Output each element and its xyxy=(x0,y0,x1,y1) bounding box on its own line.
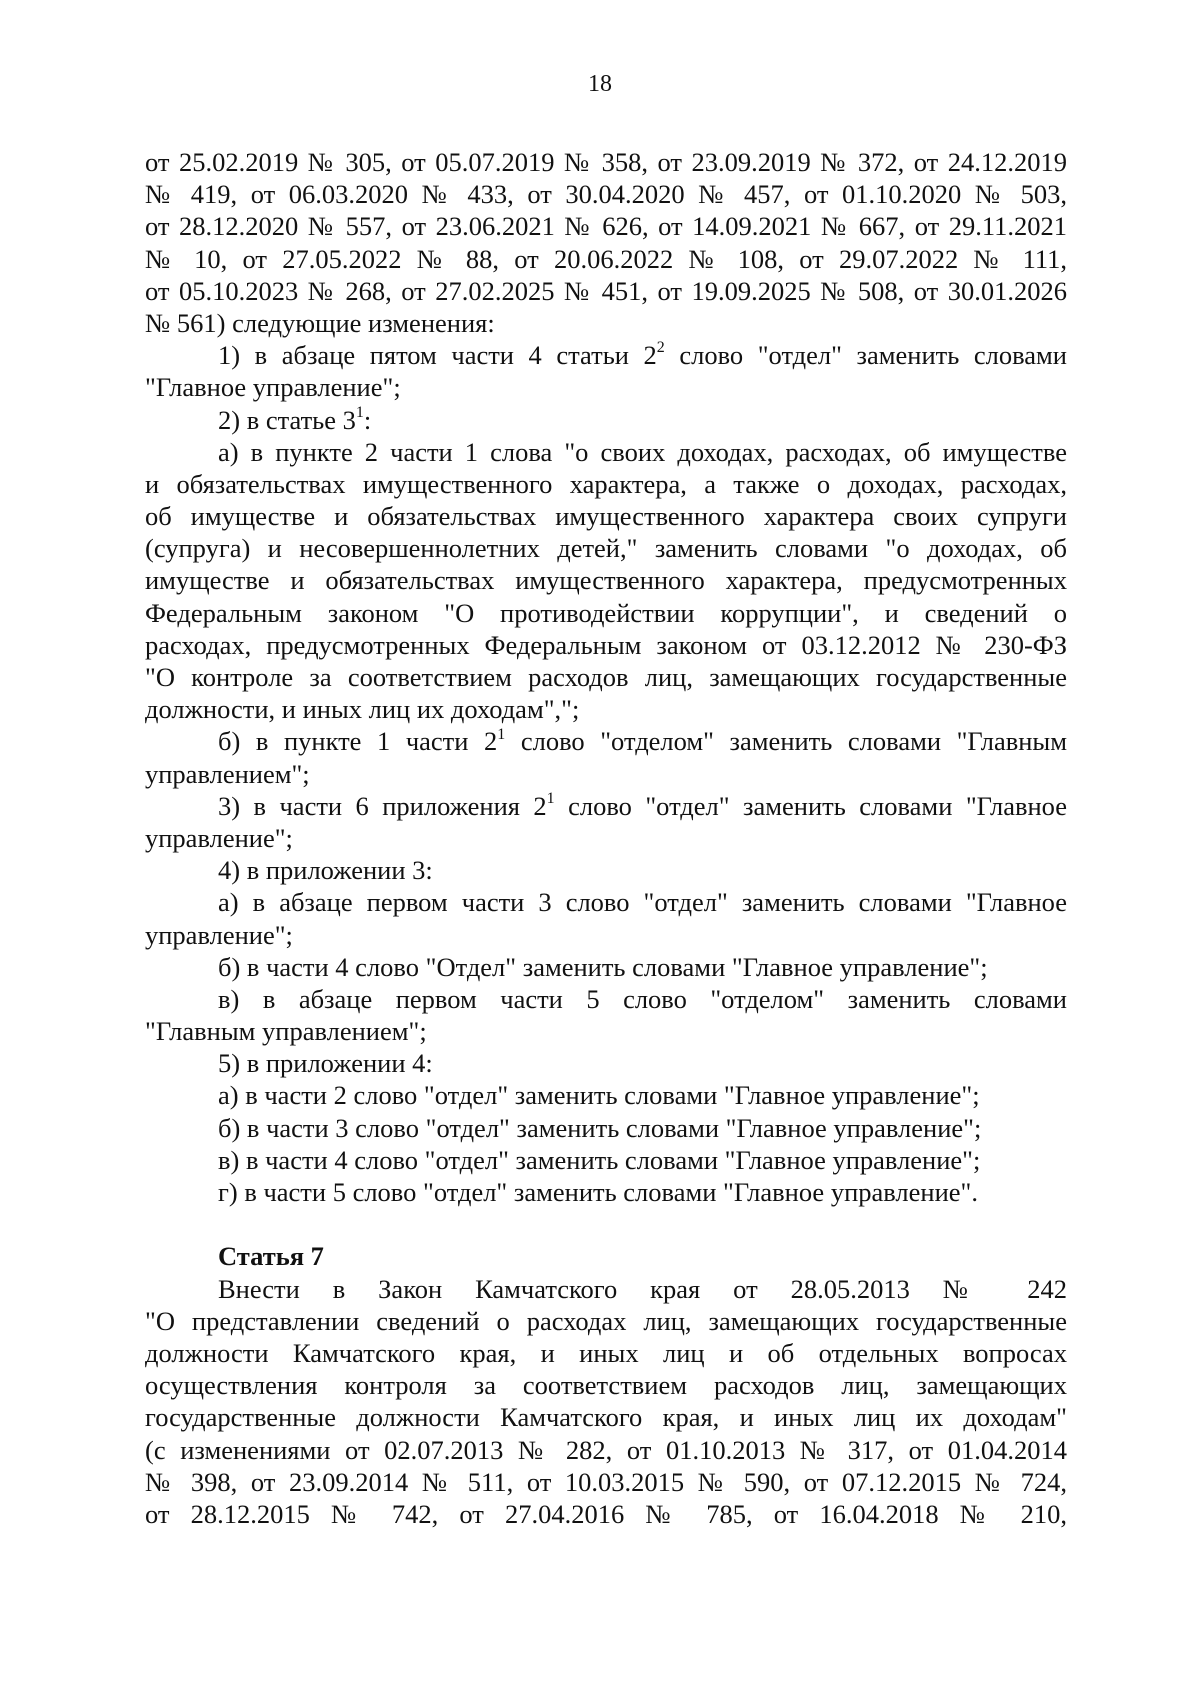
text-line: б) в пункте 1 части $2^1$ слово "отделом" заменить словами "Главным xyxy=(218,725,1068,757)
text-line: от 28.12.2020 № 557, от 23.06.2021 № 626, от 14.09.2021 № 667, от 29.11.2021 xyxy=(145,211,1067,242)
text-line: г) в части 5 слово "отдел" заменить словами "Главное управление". xyxy=(218,1177,978,1207)
text-line: Федеральным законом "О противодействии коррупции", и сведений о xyxy=(145,597,1067,628)
superscript: 1 xyxy=(546,789,555,807)
text-line: а) в пункте 2 части 1 слова "о своих доходах, расходах, об имуществе xyxy=(218,436,1067,467)
page-number: 18 xyxy=(588,71,612,97)
text-line: "О представлении сведений о расходах лиц, замещающих государственные xyxy=(145,1305,1067,1336)
text-line: № 419, от 06.03.2020 № 433, от 30.04.2020 № 457, от 01.10.2020 № 503, xyxy=(145,179,1067,210)
text-line: расходах, предусмотренных Федеральным законом от 03.12.2012 № 230-ФЗ xyxy=(145,629,1067,660)
text-line: 1) в абзаце пятом части 4 статьи $2^2$ слово "отдел" заменить словами xyxy=(218,339,1067,371)
text-line: б) в части 4 слово "Отдел" заменить словами "Главное управление"; xyxy=(218,951,988,982)
text-line: в) в части 4 слово "отдел" заменить словами "Главное управление"; xyxy=(218,1144,981,1175)
superscript: 1 xyxy=(497,725,506,743)
text-line: в) в абзаце первом части 5 слово "отделом" заменить словами xyxy=(218,983,1067,1014)
text-line: от 28.12.2015 № 742, от 27.04.2016 № 785, от 16.04.2018 № 210, xyxy=(145,1498,1067,1529)
text-line: от 25.02.2019 № 305, от 05.07.2019 № 358, от 23.09.2019 № 372, от 24.12.2019 xyxy=(145,147,1067,177)
superscript: 1 xyxy=(355,403,364,421)
text-line: 3) в части 6 приложения $2^1$ слово "отдел" заменить словами "Главное xyxy=(218,789,1067,821)
text-line: управление"; xyxy=(145,919,293,950)
text-line: "Главное управление"; xyxy=(145,372,401,403)
document-body xyxy=(145,146,1067,1530)
text-line: Внести в Закон Камчатского края от 28.05.2013 № 242 xyxy=(218,1273,1067,1304)
text-line: должности Камчатского края, и иных лиц и об отдельных вопросах xyxy=(145,1337,1067,1368)
text-line: (с изменениями от 02.07.2013 № 282, от 01.10.2013 № 317, от 01.04.2014 xyxy=(145,1434,1067,1465)
superscript: 2 xyxy=(656,339,665,357)
text-line: № 561) следующие изменения: xyxy=(145,307,495,338)
paragraph-gap xyxy=(145,1208,1067,1240)
text-line: "Главным управлением"; xyxy=(145,1016,427,1047)
text-line: (супруга) и несовершеннолетних детей," заменить словами "о доходах, об xyxy=(145,533,1067,564)
text-line: № 10, от 27.05.2022 № 88, от 20.06.2022 № 108, от 29.07.2022 № 111, xyxy=(145,243,1067,274)
text-line: 2) в статье $3^1$: xyxy=(218,403,372,435)
text-line: об имуществе и обязательствах имущественного характера своих супруги xyxy=(145,501,1067,532)
text-line: осуществления контроля за соответствием расходов лиц, замещающих xyxy=(145,1370,1067,1401)
text-line: 5) в приложении 4: xyxy=(218,1048,433,1079)
text-line: "О контроле за соответствием расходов лиц, замещающих государственные xyxy=(145,662,1067,692)
text-line: государственные должности Камчатского края, и иных лиц их доходам" xyxy=(145,1402,1067,1433)
text-line: должности, и иных лиц их доходам","; xyxy=(145,694,580,725)
article-heading: Статья 7 xyxy=(218,1241,324,1272)
text-line: имуществе и обязательствах имущественного характера, предусмотренных xyxy=(145,565,1067,596)
text-line: и обязательствах имущественного характера, а также о доходах, расходах, xyxy=(145,468,1067,499)
text-line: управлением"; xyxy=(145,758,310,789)
text-line: № 398, от 23.09.2014 № 511, от 10.03.2015 № 590, от 07.12.2015 № 724, xyxy=(145,1466,1067,1497)
text-line: 4) в приложении 3: xyxy=(218,855,433,886)
text-line: а) в абзаце первом части 3 слово "отдел" заменить словами "Главное xyxy=(218,887,1067,918)
text-line: б) в части 3 слово "отдел" заменить словами "Главное управление"; xyxy=(218,1112,982,1143)
text-line: а) в части 2 слово "отдел" заменить словами "Главное управление"; xyxy=(218,1080,980,1111)
text-line: от 05.10.2023 № 268, от 27.02.2025 № 451, от 19.09.2025 № 508, от 30.01.2026 xyxy=(145,275,1067,306)
text-line: управление"; xyxy=(145,822,293,853)
